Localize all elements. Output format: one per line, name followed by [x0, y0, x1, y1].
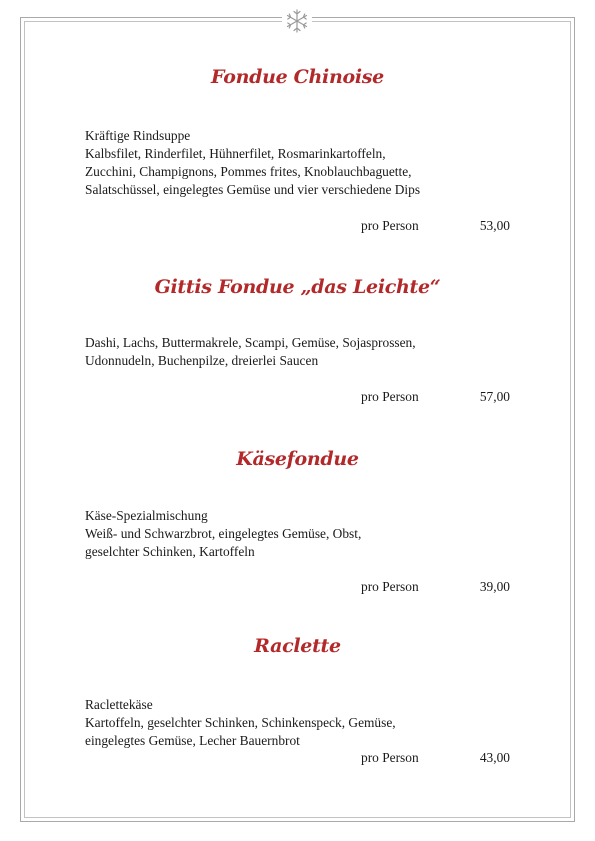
price-value: 43,00: [479, 750, 510, 765]
price-unit: pro Person: [361, 750, 419, 765]
description-line: Udonnudeln, Buchenpilze, dreierlei Saucen: [85, 353, 319, 368]
description-line: Salatschüssel, eingelegtes Gemüse und vier verschiedene Dips: [85, 182, 421, 197]
price-unit: pro Person: [361, 389, 419, 404]
section-description: [85, 696, 525, 750]
description-line: Käse-Spezialmischung: [85, 508, 208, 523]
description-line: geselchter Schinken, Kartoffeln: [85, 544, 255, 559]
description-line: Zucchini, Champignons, Pommes frites, Knoblauchbaguette,: [85, 164, 412, 179]
price-unit: pro Person: [361, 218, 419, 233]
section-description: [85, 507, 525, 561]
section-description: [85, 334, 525, 370]
section-description: [85, 127, 525, 199]
description-line: Weiß- und Schwarzbrot, eingelegtes Gemüse, Obst,: [85, 526, 362, 541]
section-title: Käsefondue: [236, 448, 359, 470]
description-line: Kräftige Rindsuppe: [85, 128, 191, 143]
price-value: 57,00: [479, 389, 510, 404]
section-title: Raclette: [254, 635, 341, 657]
description-line: Dashi, Lachs, Buttermakrele, Scampi, Gemüse, Sojasprossen,: [85, 335, 416, 350]
description-line: Raclettekäse: [85, 697, 153, 712]
price-value: 53,00: [479, 218, 510, 233]
snowflake-icon: [282, 6, 312, 36]
description-line: Kalbsfilet, Rinderfilet, Hühnerfilet, Rosmarinkartoffeln,: [85, 146, 386, 161]
section-title: Fondue Chinoise: [211, 66, 384, 88]
description-line: Kartoffeln, geselchter Schinken, Schinkenspeck, Gemüse,: [85, 715, 396, 730]
description-line: eingelegtes Gemüse, Lecher Bauernbrot: [85, 733, 300, 748]
price-value: 39,00: [479, 579, 510, 594]
price-unit: pro Person: [361, 579, 419, 594]
section-title: Gittis Fondue „das Leichte“: [154, 276, 441, 298]
